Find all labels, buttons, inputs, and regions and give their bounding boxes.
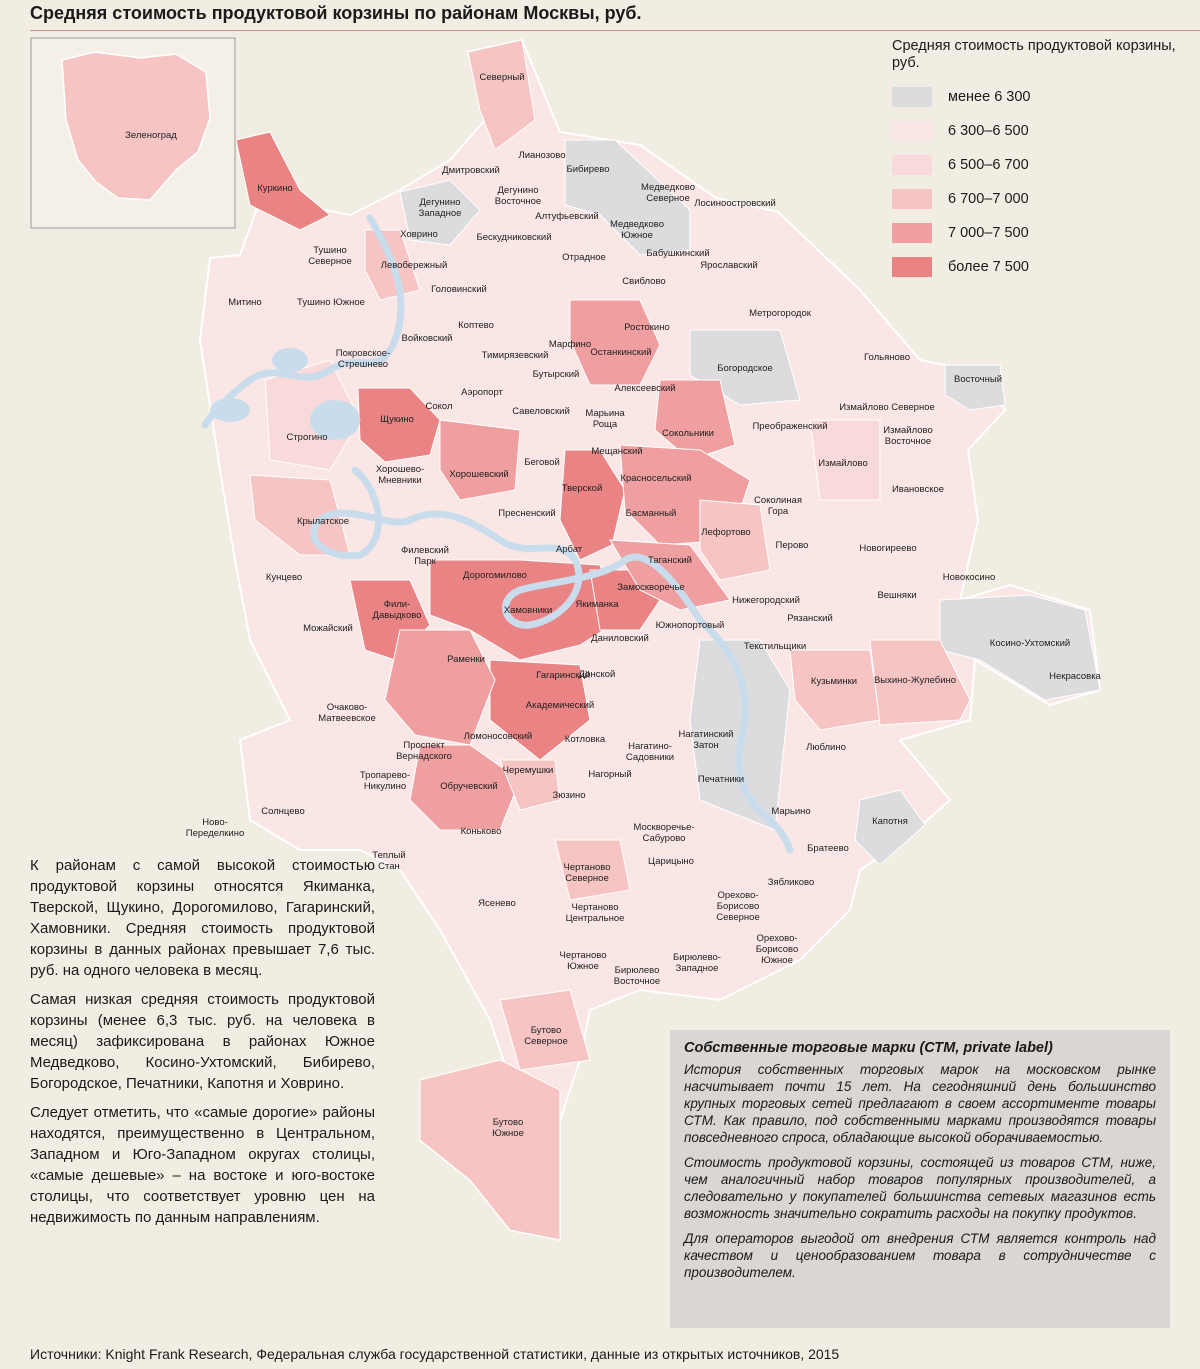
district-label: Сокольники	[662, 428, 714, 439]
district-label: Свиблово	[622, 276, 666, 287]
note-paragraph: Самая низкая средняя стоимость продуктовой корзины (менее 6,3 тыс. руб. на человека в месяц) зафиксирована в районах Южное Медведково, Косино-Ухтомский, Бибирево, Богородское, Печатники, Капотня и Ховрино.	[30, 991, 375, 1092]
district-label: Чертаново Северное	[563, 862, 611, 884]
district-label: Бибирево	[566, 164, 610, 175]
district-label: Дегунино Западное	[418, 197, 462, 219]
district-label: Косино-Ухтомский	[989, 638, 1071, 649]
district-label: Москворечье-Сабурово	[633, 822, 695, 844]
kurkino-area	[236, 132, 330, 230]
district-label: Дорогомилово	[463, 570, 527, 581]
box-paragraph: Стоимость продуктовой корзины, состоящей из товаров СТМ, ниже, чем аналогичный набор товаров популярных производителей, а следовательно у покупателей большинства сетевых магазинов есть возможность значительно сократить расходы на покупку продуктов.	[684, 1155, 1156, 1221]
district-label: Бирюлево Восточное	[613, 965, 661, 987]
source-note: Источники: Knight Frank Research, Федеральная служба государственной статистики, данные из открытых источников, 2015	[30, 1346, 840, 1362]
district-label: Измайлово Северное	[839, 402, 935, 413]
district-label: Богородское	[717, 363, 773, 374]
legend-item	[892, 148, 1192, 182]
district-label: Левобережный	[380, 260, 448, 271]
district-label: Царицыно	[648, 856, 694, 867]
district-label: Солнцево	[261, 806, 305, 817]
district-label: Некрасовка	[1049, 671, 1101, 682]
legend-label: 6 300–6 500	[948, 123, 1029, 139]
district-label: Беговой	[524, 457, 560, 468]
district-label: Ярославский	[700, 260, 758, 271]
district-label: Тверской	[561, 483, 603, 494]
district-label: Крылатское	[296, 516, 350, 527]
district-label: Ясенево	[478, 898, 516, 909]
district-label: Перово	[775, 540, 809, 551]
district-label: Восточный	[953, 374, 1003, 385]
legend-swatch	[892, 121, 932, 141]
legend-item	[892, 182, 1192, 216]
district-label: Коптево	[458, 320, 494, 331]
district-label: Бутырский	[532, 369, 580, 380]
district-label: Митино	[228, 297, 262, 308]
district-label: Кузьминки	[810, 676, 858, 687]
district-label: Марьино	[771, 806, 811, 817]
district-label: Тушино Северное	[308, 245, 352, 267]
district-label: Останкинский	[590, 347, 652, 358]
district-label: Обручевский	[440, 781, 498, 792]
legend-item	[892, 114, 1192, 148]
label-zelenograd: Зеленоград	[125, 130, 177, 141]
district-label: Головинский	[431, 284, 487, 295]
district-label: Донской	[578, 669, 616, 680]
district-label: Черемушки	[502, 765, 554, 776]
district-label: Савеловский	[512, 406, 570, 417]
district-label: Покровское-Стрешнево	[335, 348, 391, 370]
butovo-south-area	[420, 1060, 560, 1240]
district-label: Хорошевский	[449, 469, 509, 480]
district-label: Орехово-Борисово Северное	[716, 890, 760, 923]
district-label: Даниловский	[591, 633, 649, 644]
district-label: Можайский	[303, 623, 353, 634]
district-label: Гольяново	[864, 352, 910, 363]
district-label: Зябликово	[767, 877, 815, 888]
legend-label: 6 500–6 700	[948, 157, 1029, 173]
district-label: Бутово Южное	[492, 1117, 524, 1139]
notes-text	[30, 855, 375, 1236]
district-label: Куркино	[257, 183, 293, 194]
legend-label: 7 000–7 500	[948, 225, 1029, 241]
district-label: Лосиноостровский	[694, 198, 776, 209]
district-label: Ново-Переделкино	[185, 817, 245, 839]
district-label: Преображенский	[752, 421, 828, 432]
legend-label: более 7 500	[948, 259, 1029, 275]
district-label: Выхино-Жулебино	[873, 675, 957, 686]
legend-swatch	[892, 257, 932, 277]
district-label: Пресненский	[498, 508, 556, 519]
district-label: Раменки	[447, 654, 485, 665]
district-label: Строгино	[286, 432, 328, 443]
khoroshevsky-area	[440, 420, 520, 500]
district-label: Дегунино Восточное	[494, 185, 542, 207]
legend-item	[892, 250, 1192, 284]
district-label: Таганский	[648, 555, 692, 566]
district-label: Лианозово	[518, 150, 566, 161]
district-label: Басманный	[625, 508, 677, 519]
legend-label: 6 700–7 000	[948, 191, 1029, 207]
district-label: Щукино	[380, 414, 414, 425]
district-label: Чертаново Южное	[559, 950, 607, 972]
page-title: Средняя стоимость продуктовой корзины по районам Москвы, руб.	[30, 3, 642, 23]
box-title: Собственные торговые марки (СТМ, private label)	[684, 1040, 1053, 1056]
district-label: Тимирязевский	[481, 350, 549, 361]
private-label-box	[670, 1030, 1170, 1328]
district-label: Бутово Северное	[524, 1025, 568, 1047]
district-label: Нижегородский	[732, 595, 800, 606]
legend-item	[892, 216, 1192, 250]
district-label: Гагаринский	[536, 670, 590, 681]
district-label: Алтуфьевский	[535, 211, 599, 222]
district-label: Хорошево-Мневники	[375, 464, 425, 486]
legend-swatch	[892, 87, 932, 107]
note-paragraph: К районам с самой высокой стоимостью продуктовой корзины относятся Якиманка, Тверской, Щукино, Дорогомилово, Гагаринский, Хамовники. Средняя стоимость продуктовой корзины в данных районах превышает 7,6 тыс. руб. на одного человека в месяц.	[30, 857, 375, 979]
district-label: Метрогородок	[749, 308, 811, 319]
district-label: Проспект Вернадского	[396, 740, 452, 762]
district-label: Хамовники	[503, 605, 553, 616]
district-label: Бирюлево-Западное	[673, 952, 721, 974]
district-label: Кунцево	[265, 572, 303, 583]
district-label: Марьина Роща	[585, 408, 625, 430]
district-label: Новогиреево	[859, 543, 917, 554]
district-label: Красносельский	[620, 473, 692, 484]
district-label: Филевский Парк	[401, 545, 449, 567]
note-paragraph: Следует отметить, что «самые дорогие» районы находятся, преимущественно в Центральном, Западном и Юго-Западном округах столицы, «самые дешевые» – на востоке и юго-востоке столицы, что соответствует уровню цен на недвижимость по данным направлениям.	[30, 1104, 375, 1226]
district-label: Тропарево-Никулино	[359, 770, 411, 792]
district-label: Медведково Южное	[610, 219, 664, 241]
district-label: Фили-Давыдково	[372, 599, 422, 621]
district-label: Отрадное	[562, 252, 606, 263]
box-paragraph: Для операторов выгодой от внедрения СТМ является контроль над качеством и ценообразованием товара в сотрудничестве с производителем.	[684, 1231, 1156, 1280]
district-label: Нагорный	[588, 769, 632, 780]
district-label: Рязанский	[787, 613, 833, 624]
district-label: Медведково Северное	[641, 182, 695, 204]
district-label: Аэропорт	[461, 387, 503, 398]
district-label: Войковский	[401, 333, 453, 344]
district-label: Ховрино	[400, 229, 438, 240]
district-label: Нагатинский Затон	[678, 729, 734, 751]
district-label: Северный	[479, 72, 525, 83]
district-label: Ломоносовский	[463, 731, 533, 742]
district-label: Соколиная Гора	[753, 495, 803, 517]
legend-swatch	[892, 155, 932, 175]
district-label: Академический	[525, 700, 595, 711]
legend-item	[892, 80, 1192, 114]
district-label: Теплый Стан	[372, 850, 406, 872]
district-label: Мещанский	[591, 446, 643, 457]
district-label: Текстильщики	[743, 641, 807, 652]
district-label: Лефортово	[701, 527, 751, 538]
district-label: Южнопортовый	[655, 620, 725, 631]
district-label: Бабушкинский	[646, 248, 710, 259]
district-label: Арбат	[555, 544, 583, 555]
district-label: Новокосино	[942, 572, 996, 583]
district-label: Вешняки	[877, 590, 917, 601]
legend-label: менее 6 300	[948, 89, 1031, 105]
district-label: Тушино Южное	[297, 297, 365, 308]
district-label: Братеево	[807, 843, 849, 854]
district-label: Дмитровский	[442, 165, 500, 176]
district-label: Ивановское	[891, 484, 945, 495]
district-label: Измайлово	[818, 458, 868, 469]
district-label: Коньково	[460, 826, 502, 837]
legend	[892, 38, 1192, 284]
district-label: Капотня	[872, 816, 908, 827]
district-label: Измайлово Восточное	[883, 425, 933, 447]
district-label: Люблино	[806, 742, 846, 753]
legend-title: Средняя стоимость продуктовой корзины, руб.	[892, 38, 1176, 71]
box-paragraph: История собственных торговых марок на московском рынке насчитывает почти 15 лет. На сегодняшний день большинство крупных торговых сетей предлагают в своем ассортименте товары СТМ. Как правило, под собственными марками производятся товары повседневного спроса, обладающие высокой оборачиваемостью.	[684, 1062, 1156, 1145]
district-label: Зюзино	[552, 790, 586, 801]
district-label: Сокол	[425, 401, 453, 412]
district-label: Замоскворечье	[617, 582, 685, 593]
district-label: Очаково-Матвеевское	[318, 702, 376, 724]
district-label: Ростокино	[624, 322, 670, 333]
legend-swatch	[892, 189, 932, 209]
district-label: Печатники	[697, 774, 745, 785]
district-label: Чертаново Центральное	[565, 902, 625, 924]
district-label: Алексеевский	[614, 383, 676, 394]
district-label: Орехово-Борисово Южное	[755, 933, 799, 966]
district-label: Бескудниковский	[476, 232, 552, 243]
district-label: Нагатино-Садовники	[625, 741, 675, 763]
district-label: Якиманка	[575, 599, 619, 610]
legend-swatch	[892, 223, 932, 243]
district-label: Котловка	[564, 734, 606, 745]
district-label: Марфино	[548, 339, 592, 350]
